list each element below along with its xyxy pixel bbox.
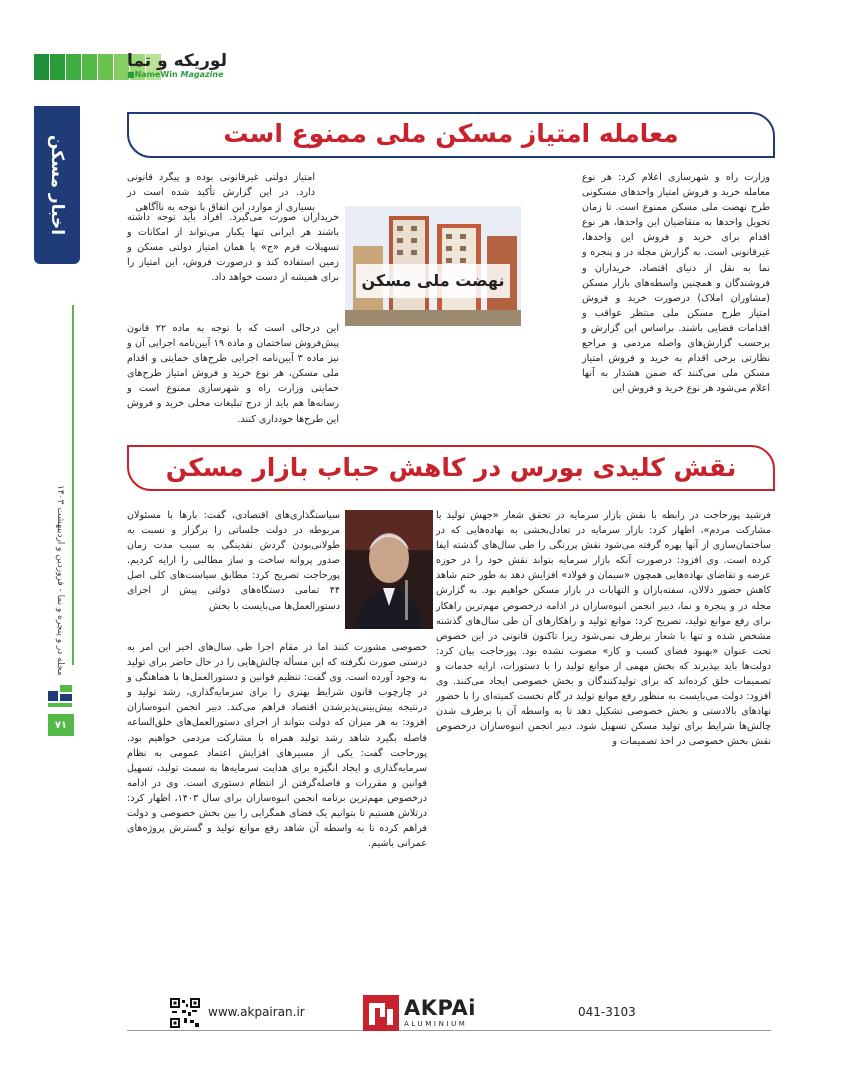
header-stripe bbox=[34, 54, 49, 80]
article1-title: معامله امتیاز مسکن ملی ممنوع است bbox=[223, 119, 679, 148]
header-stripe bbox=[82, 54, 97, 80]
logo-subtitle: ■NameWin Magazine bbox=[127, 70, 224, 79]
qr-code-icon bbox=[170, 998, 200, 1028]
footer-phone: 041-3103 bbox=[578, 1005, 636, 1019]
logo-text: لوریکه و تما bbox=[127, 51, 227, 71]
article1-column-left-mid: خریداران صورت می‌گیرد. افراد باید توجه داشته باشند هر ایرانی تنها یکبار می‌تواند از امکانات و تسهیلات فرم «ج» یا همان امتیاز دولتی مسکن و زمین استفاده کند و درصورت فروش، این امتیاز را برای همیشه از دست خواهد داد. bbox=[127, 212, 339, 284]
page-number: ۷۱ bbox=[48, 714, 74, 736]
article2-title: نقش کلیدی بورس در کاهش حباب بازار مسکن bbox=[165, 453, 737, 482]
article2-column-left-top: سیاستگذاری‌های اقتصادی، گفت: بارها با مسئولان مربوطه در دولت جلساتی را برگزار و نسبت به طولانی‌بودن گردش نقدینگی به سبب مدت زمان صدور پروانه ساخت و ساز مطالبی را ارایه کردیم. پورحاجت تصریح کرد: مطابق سیاست‌های کلی اصل ۴۴ تمامی دستگاه‌های دولتی پیش از اجرای دستورالعمل‌ها می‌بایست با بخش bbox=[127, 510, 340, 612]
window-icon bbox=[48, 685, 74, 709]
article1-column-left-top: امتیاز دولتی غیرقانونی بوده و پیگرد قانونی دارد. در این گزارش تأکید شده است در بسیاری از موارد، این اتفاق با توجه به ناآگاهی bbox=[127, 172, 315, 214]
article1-column-right: وزارت راه و شهرسازی اعلام کرد: هر نوع معامله خرید و فروش امتیاز واحدهای مسکونی طرح نهضت ملی مسکن ممنوع است. تا زمان تحویل واحدها به متقاضیان این واحدها، هر نوع اقدام برای خرید و فروش این واحدها، غیرقانونی است. به گزارش مجله در و پنجره و نما به نقل از دنیای اقتصاد، خریداران و فروشندگان و همچنین واسطه‌های بازار مسکن (مشاوران املاک) درصورت خرید و فروش امتیاز طرح مسکن ملی منتظر عواقب و اقدامات قضایی باشند. براساس این گزارش و برحسب گزارش‌های واصله مردمی و مراجع نظارتی برخی اقدام به خرید و فروش امتیاز مسکن ملی می‌کنند که ضمن هشدار به آنها اعلام می‌شود هر نوع خرید و فروش این bbox=[582, 172, 770, 395]
header-stripe bbox=[66, 54, 81, 80]
header-stripe bbox=[50, 54, 65, 80]
footer-website[interactable]: www.akpairan.ir bbox=[208, 1005, 305, 1019]
photo-caption: نهضت ملی مسکن bbox=[356, 264, 510, 298]
article2-column-right: فرشید پورحاجت در رابطه با نقش بازار سرمایه در تحقق شعار «جهش تولید با مشارکت مردم»، اظهار کرد: بازار سرمایه در تعادل‌بخشی به نهاده‌هایی که در ساختمان‌سازی از آنها بهره گرفته می‌شود نقش پررنگی را طی سال‌های گذشته ایفا کرده است. وی افزود: درصورت آنکه بازار سرمایه بتواند نقش خود را در حوزه عرضه و تقاضای نهاده‌هایی همچون «سیمان و فولاد» افزایش دهد به طور حتم شاهد کاهش حضور دلالان، سفته‌بازان و التهابات در بازار مسکن خواهیم بود. به گزارش مجله در و پنجره و نما، دبیر انجمن انبوه‌سازان در ادامه درخصوص مهم‌ترین راهکار برای رفع موانع تولید، تصریح کرد: موانع تولید و راهکارهای آن طی سال‌های گذشته مشخص شده و تنها با شعار برطرف نمی‌شود زیرا تاکنون قانونی در این خصوص تحت عنوان «بهبود فضای کسب و کار» مصوب نشده بود. پورحاجت بیان کرد: دولت‌ها باید بپذیرند که بخش مهمی از موانع تولید را با دستورات، ارایه خدمات و تصمیمات خلق کرده‌اند که برای تولیدکنندگان و بخش خصوصی ایجاد می‌کنند. وی افزود: دولت می‌بایست به منظور رفع موانع تولید در گام نخست کمیته‌ای را با حضور نهادهای بالادستی و بخش خصوصی تشکیل دهد تا به واسطه آن با برطرف شدن چالش‌ها شرایط برای تولید مسکن تسهیل شود. دبیر انجمن انبوه‌سازان درخصوص نقش بخش خصوصی در اخذ تصمیمات و bbox=[436, 510, 771, 748]
article1-column-left-bottom: این درحالی است که با توجه به ماده ۲۲ قانون پیش‌فروش ساختمان و ماده ۱۹ آیین‌نامه اجرایی آن و نیز ماده ۳ آیین‌نامه اجرایی طرح‌های حمایتی و اقدام ملی مسکن، هر نوع خرید و فروش امتیاز طرح‌های حمایتی وزارت راه و شهرسازی ممنوع است و رسانه‌ها هم باید از درج تبلیغات محلی خرید و فروش این طرح‌ها خودداری کنند. bbox=[127, 323, 340, 425]
speaker-portrait-image bbox=[345, 510, 433, 629]
issue-meta: مجله در و پنجره و نما - فروردین و اردیبهشت ۱۴۰۳ bbox=[55, 484, 65, 676]
akpai-logo-icon bbox=[363, 995, 399, 1031]
magazine-logo bbox=[127, 52, 247, 80]
speaker-photo bbox=[345, 510, 433, 629]
footer-brand: AKPAi bbox=[404, 996, 476, 1020]
footer-divider bbox=[127, 1030, 771, 1031]
footer-brand-sub: ALUMINIUM bbox=[404, 1020, 468, 1028]
section-title: اخبار مسکن bbox=[47, 134, 67, 236]
article2-column-left-bottom: خصوصی مشورت کنند اما در مقام اجرا طی سال‌های اخیر این امر به درستی صورت نگرفته که این مسأله چالش‌هایی را در حال حاضر برای تولید به وجود آورده است. وی گفت: تنظیم قوانین و دستورالعمل‌ها با هماهنگی و در چارچوب قانون شرایط بهتری را برای سرمایه‌گذاری، رشد تولید و درنتیجه پیش‌بینی‌پذیرشدن اقتصاد فراهم می‌کند. دبیر انجمن انبوه‌سازان افزود: به هر میزان که دولت بتواند از اجرای دستورالعمل‌های خلق‌الساعه فاصله بگیرد شاهد رشد تولید همراه با مشارکت مردمی خواهیم بود. پورحاجت گفت: یکی از مسیرهای افزایش اعتماد عمومی به نظام سرمایه‌گذاری و ایجاد انگیزه برای هدایت سرمایه‌ها به سمت تولید، تسهیل قوانین و مقررات و فاصله‌گرفتن از انتظام دستوری است. وی در ادامه درخصوص مهم‌ترین برنامه انجمن انبوه‌سازان برای سال ۱۴۰۳، اظهار کرد: درتلاش هستیم تا بتوانیم یک فضای همگرایی را بین بخش خصوصی و دولت فراهم کرده تا به واسطه آن شاهد رفع موانع تولید و گسترش پروژه‌های عمرانی باشیم. bbox=[127, 642, 428, 850]
header-stripe bbox=[98, 54, 113, 80]
